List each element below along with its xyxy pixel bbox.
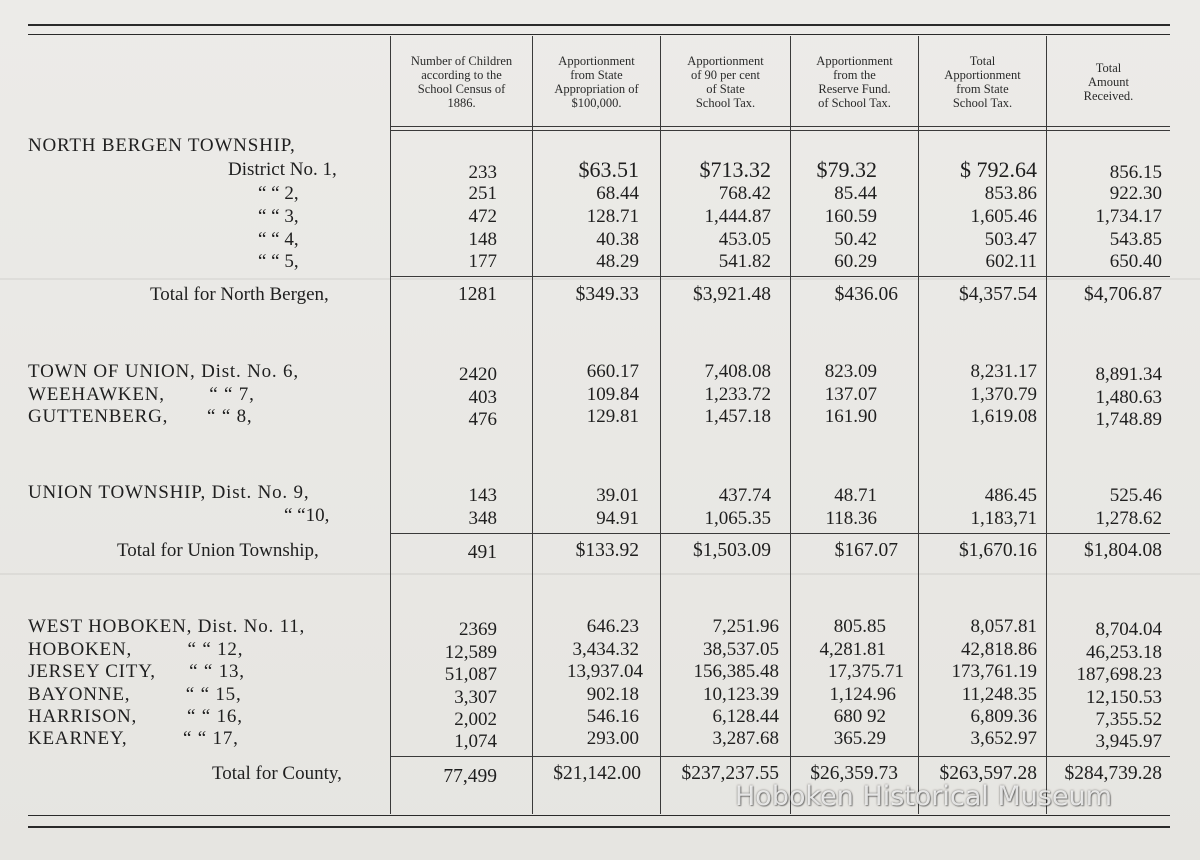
row-label: “ “10, [284,505,330,526]
cell-total-received: $1,804.08 [1084,540,1162,561]
column-header-reserve-fund: Apportionment from the Reserve Fund. of School Tax. [816,54,893,110]
paper-crease [0,573,1200,575]
cell-total-received: 3,945.97 [1095,731,1162,752]
cell-children: 348 [468,508,497,529]
row-label: “ “ 4, [258,229,299,250]
cell-state-school-tax: $713.32 [699,157,771,182]
cell-state-school-tax: 10,123.39 [703,684,779,705]
cell-total-received: 1,748.89 [1095,409,1162,430]
header-rule [390,130,1170,131]
cell-state-appropriation: 546.16 [586,706,639,727]
cell-state-appropriation: $21,142.00 [553,763,641,784]
cell-total-apportionment: 8,231.17 [970,361,1037,382]
cell-total-apportionment: 6,809.36 [970,706,1037,727]
cell-total-received: 1,480.63 [1095,387,1162,408]
cell-total-apportionment: $4,357.54 [959,284,1037,305]
cell-state-appropriation: 128.71 [586,206,639,227]
top-rule [28,24,1170,26]
cell-children: 233 [468,162,497,183]
cell-total-apportionment: 1,183,71 [970,508,1037,529]
row-label-weehawken: WEEHAWKEN, “ “ 7, [28,384,255,405]
cell-reserve-fund: 1,124.96 [829,684,896,705]
paper-crease [0,278,1200,280]
cell-total-received: 8,704.04 [1095,619,1162,640]
cell-total-apportionment: 42,818.86 [961,639,1037,660]
total-label-union-township: Total for Union Township, [117,540,319,561]
cell-state-school-tax: 3,287.68 [712,728,779,749]
cell-reserve-fund: 48.71 [834,485,877,506]
cell-total-apportionment: 173,761.19 [951,661,1037,682]
cell-state-appropriation: 39.01 [596,485,639,506]
cell-reserve-fund: 17,375.71 [828,661,904,682]
row-label: “ “ 2, [258,183,299,204]
cell-total-received: $284,739.28 [1064,763,1162,784]
subtotal-rule [390,276,1170,277]
cell-children: 12,589 [444,642,497,663]
cell-total-received: 8,891.34 [1095,364,1162,385]
cell-children: 2,002 [454,709,497,730]
cell-total-apportionment: 1,619.08 [970,406,1037,427]
cell-total-apportionment: 853.86 [984,183,1037,204]
cell-state-school-tax: 7,408.08 [704,361,771,382]
cell-state-appropriation: 660.17 [586,361,639,382]
row-label-bayonne: BAYONNE, “ “ 15, [28,684,242,705]
cell-total-apportionment: $1,670.16 [959,540,1037,561]
column-header-state-school-tax: Apportionment of 90 per cent of State School Tax. [687,54,764,110]
cell-reserve-fund: $26,359.73 [810,763,898,784]
cell-state-school-tax: 7,251.96 [712,616,779,637]
cell-total-received: 187,698.23 [1076,664,1162,685]
bottom-rule-thin [28,815,1170,816]
cell-children: 3,307 [454,687,497,708]
cell-total-apportionment: $263,597.28 [939,763,1037,784]
cell-reserve-fund: 805.85 [833,616,886,637]
cell-total-apportionment: 1,605.46 [970,206,1037,227]
cell-children: 177 [468,251,497,272]
cell-total-received: 7,355.52 [1095,709,1162,730]
cell-children: 251 [468,183,497,204]
cell-children: 1,074 [454,731,497,752]
cell-reserve-fund: 680 92 [833,706,886,727]
cell-state-school-tax: 541.82 [718,251,771,272]
cell-children: 1281 [458,284,497,305]
cell-children: 148 [468,229,497,250]
cell-reserve-fund: 137.07 [824,384,877,405]
cell-children: 491 [467,542,497,563]
cell-state-school-tax: 6,128.44 [712,706,779,727]
cell-total-received: 46,253.18 [1086,642,1162,663]
cell-state-school-tax: 1,444.87 [704,206,771,227]
cell-state-appropriation: 293.00 [586,728,639,749]
cell-reserve-fund: $79.32 [816,157,877,182]
cell-state-appropriation: $63.51 [578,157,639,182]
row-label-hoboken: HOBOKEN, “ “ 12, [28,639,244,660]
cell-total-received: $4,706.87 [1084,284,1162,305]
cell-total-apportionment: 1,370.79 [970,384,1037,405]
cell-state-appropriation: 13,937.04 [567,661,643,682]
cell-reserve-fund: 161.90 [824,406,877,427]
cell-reserve-fund: 118.36 [825,508,877,529]
cell-state-school-tax: $1,503.09 [693,540,771,561]
total-label-north-bergen: Total for North Bergen, [150,284,329,305]
cell-children: 476 [468,409,497,430]
cell-total-received: 1,734.17 [1095,206,1162,227]
row-label-kearney: KEARNEY, “ “ 17, [28,728,239,749]
total-label-county: Total for County, [212,763,342,784]
column-header-total-received: Total Amount Received. [1083,61,1134,103]
cell-children: 472 [468,206,497,227]
cell-state-appropriation: $133.92 [575,540,639,561]
cell-reserve-fund: 365.29 [833,728,886,749]
row-label: “ “ 5, [258,251,299,272]
cell-total-apportionment: 8,057.81 [970,616,1037,637]
column-header-state-appropriation: Apportionment from State Appropriation of $100,000. [554,54,639,110]
cell-state-appropriation: 646.23 [586,616,639,637]
cell-state-school-tax: $3,921.48 [693,284,771,305]
cell-total-apportionment: 503.47 [984,229,1037,250]
cell-state-appropriation: 129.81 [586,406,639,427]
section-heading-north-bergen: NORTH BERGEN TOWNSHIP, [28,135,296,156]
cell-total-received: 543.85 [1109,229,1162,250]
subtotal-rule [390,756,1170,757]
cell-reserve-fund: $436.06 [834,284,898,305]
cell-state-school-tax: 1,065.35 [704,508,771,529]
cell-state-appropriation: 48.29 [596,251,639,272]
cell-total-apportionment: 11,248.35 [961,684,1037,705]
cell-reserve-fund: 85.44 [834,183,877,204]
cell-state-appropriation: $349.33 [575,284,639,305]
cell-state-school-tax: 1,233.72 [704,384,771,405]
cell-state-school-tax: 156,385.48 [693,661,779,682]
cell-state-appropriation: 68.44 [596,183,639,204]
cell-state-appropriation: 40.38 [596,229,639,250]
cell-state-appropriation: 902.18 [586,684,639,705]
cell-total-received: 1,278.62 [1095,508,1162,529]
cell-children: 2369 [459,619,497,640]
cell-total-received: 12,150.53 [1086,687,1162,708]
column-header-children: Number of Children according to the School Census of 1886. [410,54,513,110]
cell-state-school-tax: 38,537.05 [703,639,779,660]
row-label-union-township: UNION TOWNSHIP, Dist. No. 9, [28,482,310,503]
cell-state-appropriation: 94.91 [596,508,639,529]
cell-state-school-tax: 1,457.18 [704,406,771,427]
cell-children: 403 [468,387,497,408]
cell-state-school-tax: 453.05 [718,229,771,250]
column-header-total-apportionment: Total Apportionment from State School Tax. [944,54,1021,110]
row-label: District No. 1, [228,159,337,180]
cell-total-received: 856.15 [1109,162,1162,183]
cell-reserve-fund: 823.09 [824,361,877,382]
cell-total-received: 650.40 [1109,251,1162,272]
cell-reserve-fund: 160.59 [824,206,877,227]
row-label-guttenberg: GUTTENBERG, “ “ 8, [28,406,253,427]
cell-state-appropriation: 109.84 [586,384,639,405]
cell-total-apportionment: 602.11 [985,251,1037,272]
bottom-rule [28,826,1170,828]
cell-state-school-tax: 437.74 [718,485,771,506]
cell-reserve-fund: 50.42 [834,229,877,250]
cell-total-apportionment: 486.45 [984,485,1037,506]
row-label-west-hoboken: WEST HOBOKEN, Dist. No. 11, [28,616,306,637]
cell-children: 2420 [459,364,497,385]
top-rule-thin [28,34,1170,35]
cell-state-school-tax: $237,237.55 [681,763,779,784]
row-label: “ “ 3, [258,206,299,227]
cell-reserve-fund: $167.07 [834,540,898,561]
cell-total-received: 525.46 [1109,485,1162,506]
cell-children: 51,087 [444,664,497,685]
row-label-town-of-union: TOWN OF UNION, Dist. No. 6, [28,361,299,382]
cell-reserve-fund: 4,281.81 [819,639,886,660]
cell-children: 77,499 [443,766,497,787]
subtotal-rule [390,533,1170,534]
cell-total-apportionment: $ 792.64 [960,157,1037,182]
cell-total-apportionment: 3,652.97 [970,728,1037,749]
cell-state-school-tax: 768.42 [718,183,771,204]
row-label-harrison: HARRISON, “ “ 16, [28,706,243,727]
cell-reserve-fund: 60.29 [834,251,877,272]
cell-children: 143 [468,485,497,506]
row-label-jersey-city: JERSEY CITY, “ “ 13, [28,661,245,682]
cell-state-appropriation: 3,434.32 [572,639,639,660]
cell-total-received: 922.30 [1109,183,1162,204]
museum-watermark: Hoboken Historical Museum [735,781,1113,812]
